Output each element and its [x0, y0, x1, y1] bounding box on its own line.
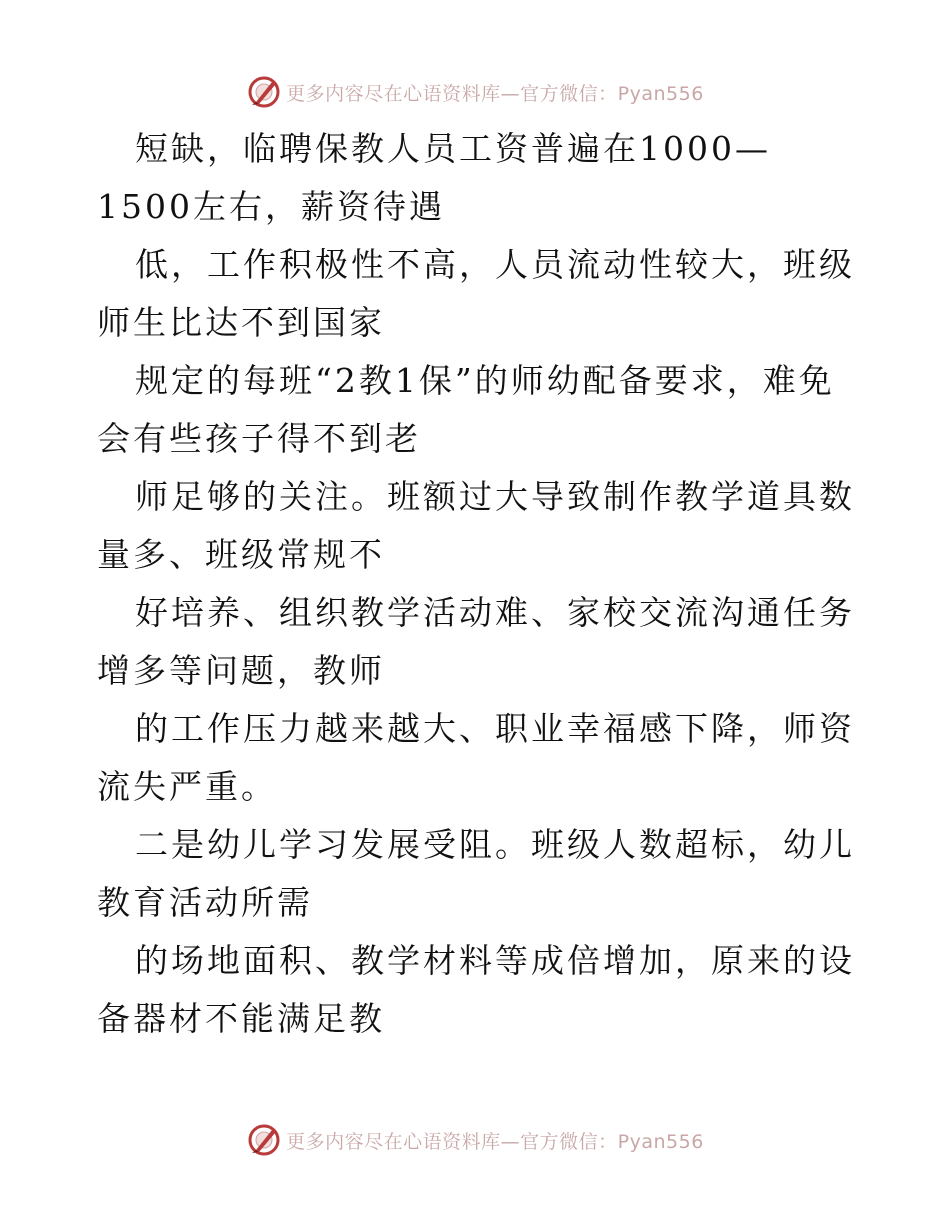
paragraph-5: 好培养、组织教学活动难、家校交流沟通任务增多等问题，教师: [97, 593, 855, 690]
pen-logo-icon: [246, 74, 282, 110]
pen-logo-icon: [246, 1122, 282, 1158]
paragraph-6: 的工作压力越来越大、职业幸福感下降，师资流失严重。: [97, 709, 855, 806]
paragraph-2: 低，工作积极性不高，人员流动性较大，班级师生比达不到国家: [97, 245, 855, 342]
document-body: [97, 120, 857, 1048]
header-watermark: [0, 70, 950, 114]
watermark-text: 更多内容尽在心语资料库—官方微信：Pyan556: [286, 82, 704, 105]
paragraph-7: 二是幼儿学习发展受阻。班级人数超标，幼儿教育活动所需: [97, 825, 855, 922]
footer-watermark: [0, 1118, 950, 1162]
paragraph-8: 的场地面积、教学材料等成倍增加，原来的设备器材不能满足教: [97, 941, 855, 1038]
paragraph-4: 师足够的关注。班额过大导致制作教学道具数量多、班级常规不: [97, 477, 855, 574]
paragraph-3: 规定的每班“2教1保”的师幼配备要求，难免会有些孩子得不到老: [97, 361, 835, 458]
watermark-text: 更多内容尽在心语资料库—官方微信：Pyan556: [286, 1130, 704, 1153]
paragraph-1: 短缺，临聘保教人员工资普遍在1000—1500左右，薪资待遇: [97, 129, 771, 226]
